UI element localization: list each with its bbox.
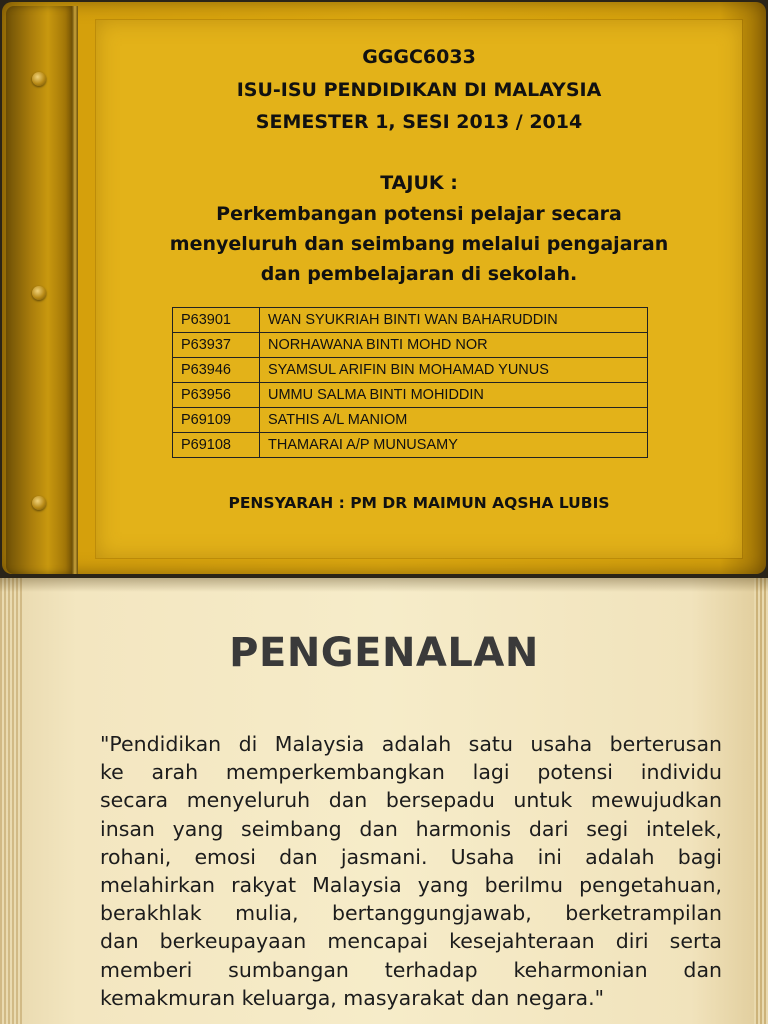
student-name: SYAMSUL ARIFIN BIN MOHAMAD YUNUS bbox=[260, 358, 648, 383]
student-id: P63956 bbox=[173, 383, 260, 408]
student-id: P69109 bbox=[173, 408, 260, 433]
members-table bbox=[172, 307, 648, 458]
student-id: P69108 bbox=[173, 433, 260, 458]
student-name: WAN SYUKRIAH BINTI WAN BAHARUDDIN bbox=[260, 308, 648, 333]
paragraph-line: secara menyeluruh dan bersepadu untuk mewujudkan bbox=[100, 788, 722, 813]
intro-paragraph bbox=[100, 730, 722, 1012]
table-row bbox=[173, 333, 648, 358]
student-id: P63901 bbox=[173, 308, 260, 333]
paragraph-line: rohani, emosi dan jasmani. Usaha ini adalah bagi bbox=[100, 844, 722, 869]
paragraph-line: memberi sumbangan terhadap keharmonian dan bbox=[100, 957, 722, 982]
page-shadow bbox=[0, 578, 768, 592]
student-id: P63937 bbox=[173, 333, 260, 358]
table-row bbox=[173, 383, 648, 408]
paragraph-line: ke arah memperkembangkan lagi potensi individu bbox=[100, 760, 722, 785]
paragraph-line: "Pendidikan di Malaysia adalah satu usaha berterusan bbox=[100, 732, 722, 756]
course-name: ISU-ISU PENDIDIKAN DI MALAYSIA bbox=[236, 79, 602, 101]
semester-label: SEMESTER 1, SESI 2013 / 2014 bbox=[255, 111, 583, 133]
table-row bbox=[173, 433, 648, 458]
rivet-icon bbox=[32, 496, 46, 510]
paragraph-line: dan berkeupayaan mencapai kesejahteraan diri serta bbox=[100, 929, 722, 954]
course-code: GGGC6033 bbox=[362, 46, 476, 68]
paragraph-line: melahirkan rakyat Malaysia yang berilmu pengetahuan, bbox=[100, 873, 722, 898]
rivet-icon bbox=[32, 286, 46, 300]
lecturer-label: PENSYARAH : PM DR MAIMUN AQSHA LUBIS bbox=[228, 494, 610, 512]
intro-slide bbox=[0, 578, 768, 1024]
book-hinge bbox=[72, 6, 78, 574]
paragraph-line: insan yang seimbang dan harmonis dari segi intelek, bbox=[100, 816, 722, 841]
topic-label: TAJUK : bbox=[380, 172, 458, 194]
student-name: UMMU SALMA BINTI MOHIDDIN bbox=[260, 383, 648, 408]
topic-line: menyeluruh dan seimbang melalui pengajaran bbox=[169, 233, 669, 255]
paragraph-line: berakhlak mulia, bertanggungjawab, berketrampilan bbox=[100, 901, 722, 926]
topic-line: Perkembangan potensi pelajar secara bbox=[216, 203, 622, 225]
table-row bbox=[173, 308, 648, 333]
paragraph-line: kemakmuran keluarga, masyarakat dan negara." bbox=[100, 985, 605, 1010]
student-id: P63946 bbox=[173, 358, 260, 383]
book-spine bbox=[6, 6, 76, 574]
student-name: NORHAWANA BINTI MOHD NOR bbox=[260, 333, 648, 358]
table-row bbox=[173, 358, 648, 383]
topic-line: dan pembelajaran di sekolah. bbox=[260, 263, 578, 285]
table-row bbox=[173, 408, 648, 433]
student-name: THAMARAI A/P MUNUSAMY bbox=[260, 433, 648, 458]
student-name: SATHIS A/L MANIOM bbox=[260, 408, 648, 433]
slide-heading: PENGENALAN bbox=[229, 630, 539, 676]
rivet-icon bbox=[32, 72, 46, 86]
